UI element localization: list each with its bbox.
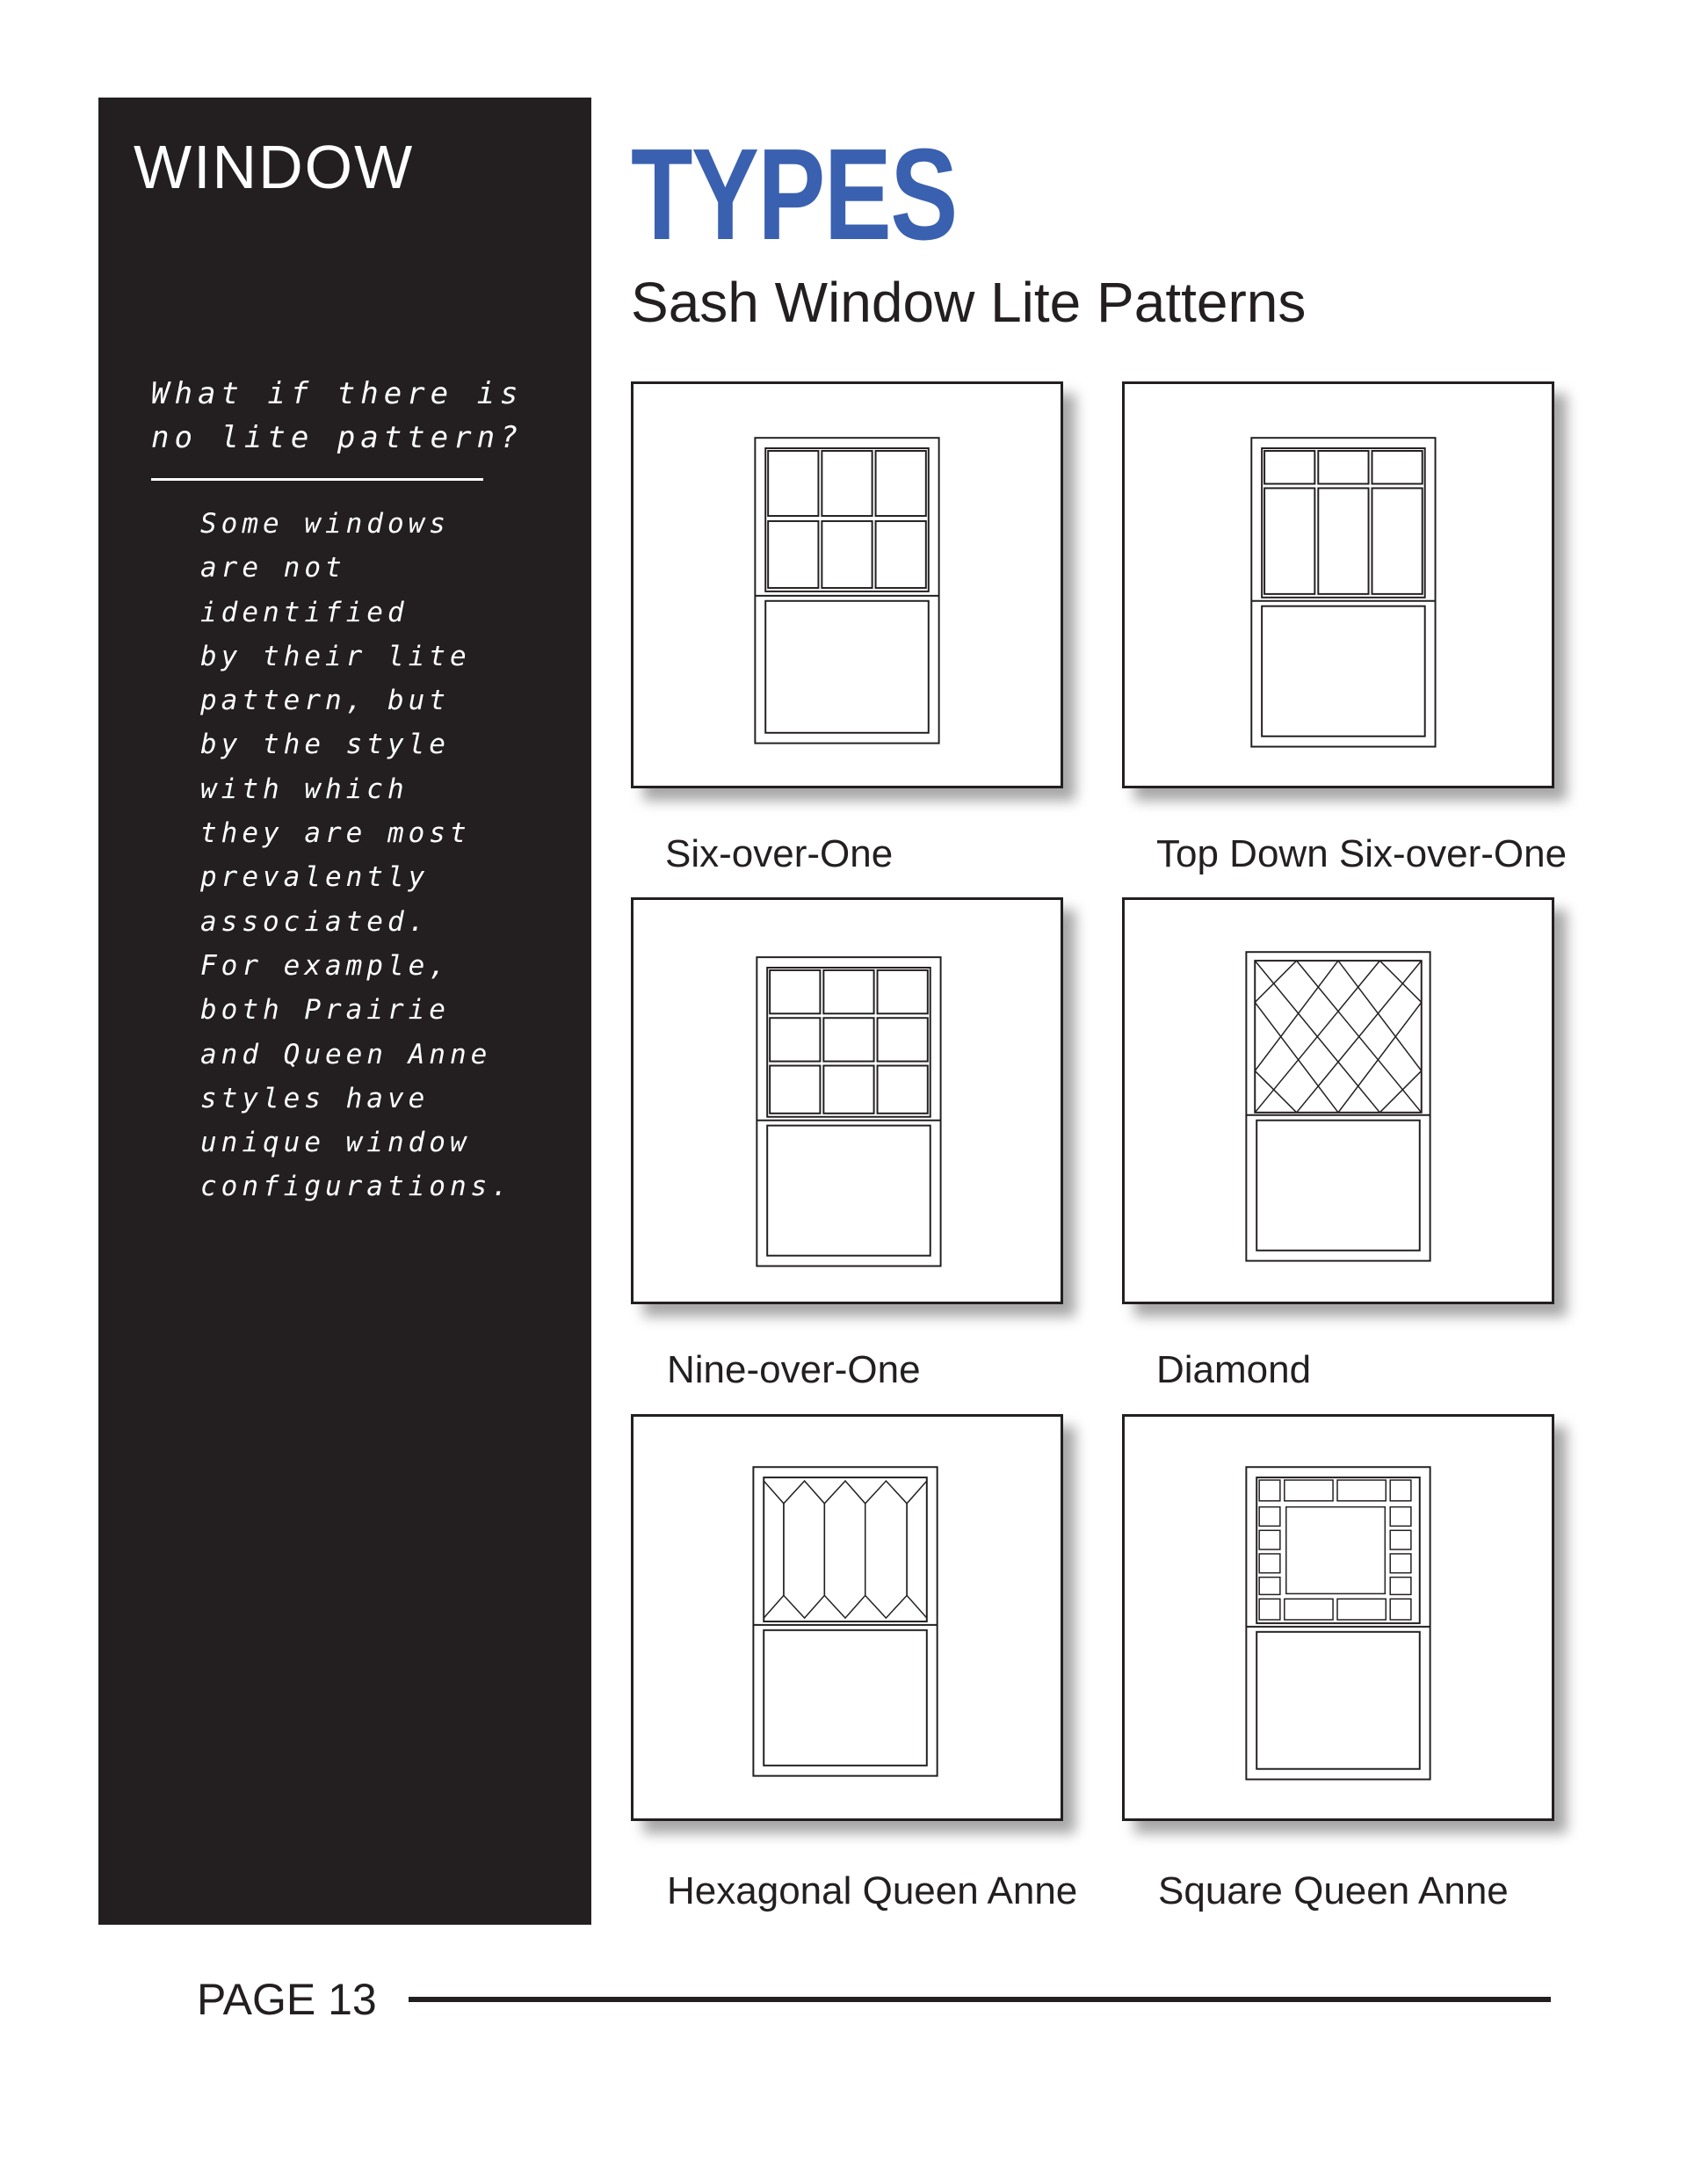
nine-over-one-window-card xyxy=(631,897,1063,1304)
aside-divider xyxy=(151,478,483,481)
diamond-window-card xyxy=(1122,897,1554,1304)
sidebar-panel xyxy=(98,98,591,1925)
hexagonal-queen-anne-window-icon xyxy=(634,1417,1061,1818)
top-down-six-over-one-window-card xyxy=(1122,381,1554,788)
aside-body-text: Some windows are not identified by their lite pattern, but by the style with which they are most prevalently associated. For example, both Prairie and Queen Anne styles have unique window configurations. xyxy=(200,508,512,1203)
pattern-label-top-down-six-over-one: Top Down Six-over-One xyxy=(1156,832,1568,875)
page-subtitle: Sash Window Lite Patterns xyxy=(631,271,1307,334)
sidebar-title: WINDOW xyxy=(134,133,415,201)
six-over-one-window-icon xyxy=(634,384,1061,786)
pattern-label-nine-over-one: Nine-over-One xyxy=(667,1348,921,1391)
footer-divider xyxy=(409,1997,1551,2002)
pattern-label-diamond: Diamond xyxy=(1156,1348,1312,1391)
pattern-label-hexagonal-queen-anne: Hexagonal Queen Anne xyxy=(667,1869,1078,1912)
six-over-one-window-card xyxy=(631,381,1063,788)
aside-question: What if there is no lite pattern? xyxy=(151,376,524,455)
nine-over-one-window-icon xyxy=(634,900,1061,1302)
pattern-label-six-over-one: Six-over-One xyxy=(665,832,894,875)
page-title: TYPES xyxy=(631,122,957,267)
square-queen-anne-window-card xyxy=(1122,1414,1554,1821)
pattern-label-square-queen-anne: Square Queen Anne xyxy=(1158,1869,1509,1912)
top-down-six-over-one-window-icon xyxy=(1125,384,1552,786)
diamond-window-icon xyxy=(1125,900,1552,1302)
square-queen-anne-window-icon xyxy=(1125,1417,1552,1818)
hexagonal-queen-anne-window-card xyxy=(631,1414,1063,1821)
page-number: PAGE 13 xyxy=(197,1975,377,2024)
